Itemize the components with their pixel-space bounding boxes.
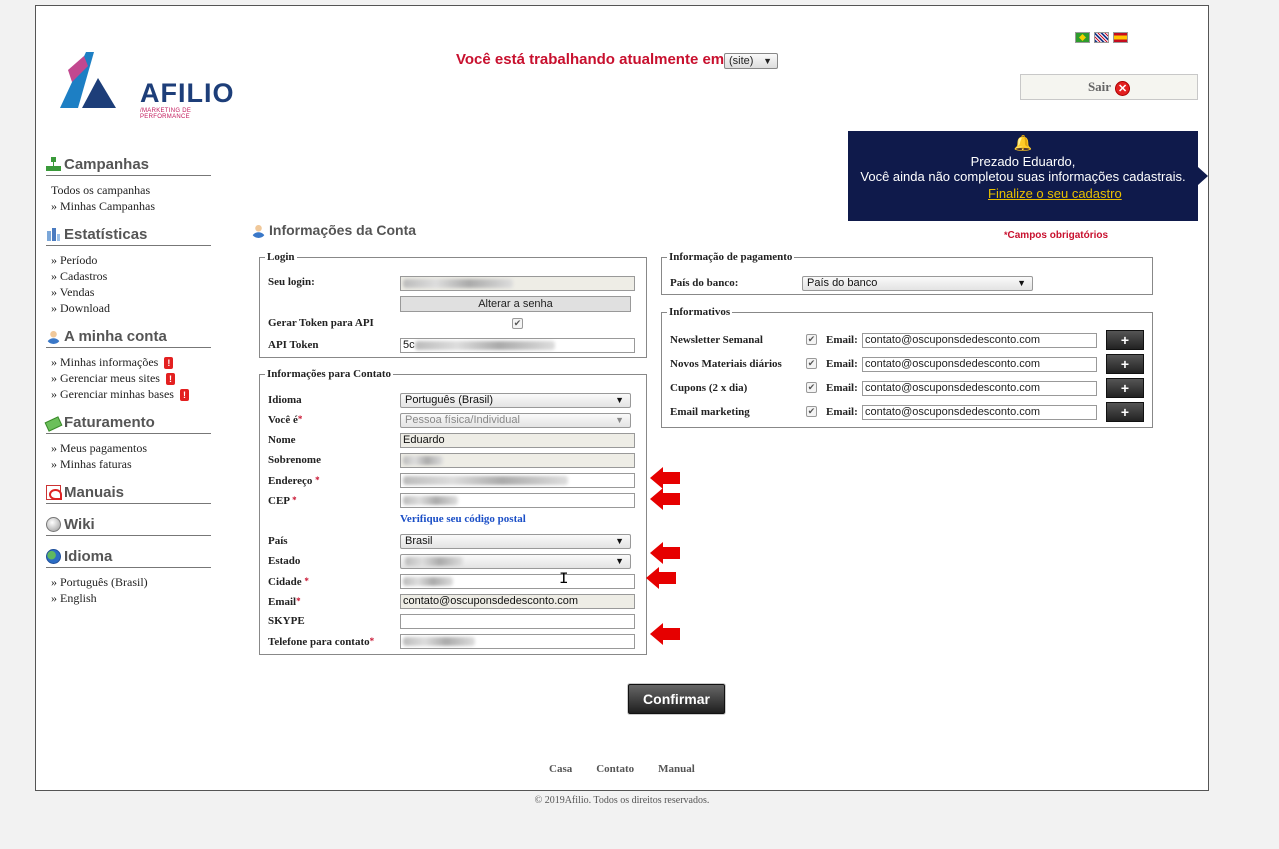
chevron-down-icon: ▼ — [763, 56, 772, 66]
newsletter-label: Newsletter Semanal — [670, 334, 763, 346]
sidebar-section-faturamento — [46, 414, 211, 472]
sidebar-item-cadastros[interactable]: » Cadastros — [51, 269, 108, 283]
sidebar-heading[interactable] — [46, 484, 211, 504]
chevron-down-icon: ▼ — [1017, 278, 1026, 288]
name-value: Eduardo — [403, 434, 445, 446]
language-select[interactable] — [400, 393, 631, 408]
brazil-flag-icon[interactable] — [1075, 32, 1090, 43]
materials-email-label: Email: — [826, 358, 858, 370]
newsletter-email-label: Email: — [826, 334, 858, 346]
redacted-value — [415, 341, 555, 350]
city-label: Cidade * — [268, 576, 309, 588]
sidebar-title: Faturamento — [64, 414, 155, 431]
phone-label: Telefone para contato* — [268, 636, 375, 648]
change-password-button[interactable]: Alterar a senha — [400, 296, 631, 312]
sidebar-item-vendas[interactable]: » Vendas — [51, 285, 95, 299]
sidebar-section-wiki — [46, 516, 211, 536]
sidebar-item-portugues[interactable]: » Português (Brasil) — [51, 575, 148, 589]
redacted-value — [403, 476, 568, 485]
payment-legend: Informação de pagamento — [669, 251, 793, 263]
person-type-value: Pessoa física/Individual — [405, 414, 520, 426]
sidebar-heading[interactable] — [46, 328, 211, 348]
contact-fieldset — [259, 368, 647, 655]
user-icon — [46, 329, 61, 344]
coupons-label: Cupons (2 x dia) — [670, 382, 748, 394]
email-marketing-label: Email marketing — [670, 406, 750, 418]
address-field[interactable] — [400, 473, 635, 488]
working-site-label: Você está trabalhando atualmente em — [456, 51, 725, 68]
bank-country-value: País do banco — [807, 277, 878, 289]
spain-flag-icon[interactable] — [1113, 32, 1128, 43]
sidebar-item-periodo[interactable]: » Período — [51, 253, 98, 267]
copyright: © 2019Afilio. Todos os direitos reservados. — [534, 795, 710, 806]
email-value: contato@oscuponsdedesconto.com — [403, 595, 579, 607]
language-label: Idioma — [268, 394, 302, 406]
materials-email-input[interactable] — [862, 357, 1097, 372]
cep-field[interactable] — [400, 493, 635, 508]
city-field[interactable] — [400, 574, 635, 589]
site-select[interactable] — [724, 53, 778, 69]
sidebar-item-label: » Gerenciar minhas bases — [51, 387, 174, 401]
sidebar-section-manuais — [46, 484, 211, 504]
logout-button[interactable] — [1020, 74, 1198, 100]
sidebar-heading[interactable] — [46, 548, 211, 568]
alert-icon: ! — [164, 357, 173, 369]
generate-token-checkbox[interactable]: ✔ — [513, 318, 522, 328]
uk-flag-icon[interactable] — [1094, 32, 1109, 43]
sidebar-item-download[interactable]: » Download — [51, 301, 110, 315]
sidebar-section-minha-conta — [46, 328, 211, 402]
check-postal-code-link[interactable]: Verifique seu código postal — [400, 513, 526, 525]
sidebar — [46, 156, 211, 618]
payment-fieldset — [661, 251, 1153, 295]
phone-field[interactable] — [400, 634, 635, 649]
sidebar-heading[interactable] — [46, 226, 211, 246]
footer-link-contato[interactable]: Contato — [596, 763, 635, 775]
email-marketing-add-button[interactable]: + — [1106, 402, 1144, 422]
sidebar-heading[interactable] — [46, 156, 211, 176]
alert-icon: ! — [166, 373, 175, 385]
logo-text: AFILIO — [140, 78, 235, 108]
api-token-value: 5c — [403, 339, 415, 351]
sidebar-item-todos-campanhas[interactable]: Todos os campanhas — [51, 183, 151, 197]
logo-subtitle: /MARKETING DE PERFORMANCE — [140, 108, 192, 120]
phone-label-text: Telefone para contato — [268, 636, 370, 648]
arrow-left-icon — [650, 467, 680, 489]
arrow-left-icon — [650, 623, 680, 645]
api-token-generate-label: Gerar Token para API — [268, 317, 374, 329]
skype-label: SKYPE — [268, 615, 305, 627]
address-label-text: Endereço — [268, 475, 313, 487]
country-label: País — [268, 535, 288, 547]
wiki-icon — [46, 517, 61, 532]
billing-icon — [45, 416, 63, 431]
materials-checkbox[interactable]: ✔ — [807, 358, 816, 368]
you-are-label: Você é* — [268, 414, 303, 426]
close-icon: ✕ — [1115, 81, 1130, 96]
sidebar-heading[interactable] — [46, 516, 211, 536]
skype-field[interactable] — [400, 614, 635, 629]
api-token-field[interactable] — [400, 338, 635, 353]
you-are-label-text: Você é — [268, 414, 298, 426]
contact-legend: Informações para Contato — [267, 368, 392, 380]
newsletters-legend: Informativos — [669, 306, 731, 318]
sidebar-item-minhas-campanhas[interactable]: » Minhas Campanhas — [51, 199, 155, 213]
address-label: Endereço * — [268, 475, 320, 487]
email-label-text: Email — [268, 596, 297, 608]
newsletter-email-value: contato@oscuponsdedesconto.com — [865, 334, 1041, 346]
bank-country-label: País do banco: — [670, 277, 739, 289]
footer-links — [549, 763, 695, 775]
login-fieldset — [259, 251, 647, 358]
arrow-left-icon — [650, 542, 680, 564]
sidebar-item-gerenciar-sites[interactable] — [51, 370, 211, 386]
api-token-label: API Token — [268, 339, 319, 351]
redacted-value — [405, 557, 463, 566]
site-select-value: (site) — [729, 55, 754, 67]
materials-label: Novos Materiais diários — [670, 358, 782, 370]
bell-icon: 🔔 — [1013, 135, 1033, 152]
arrow-left-icon — [650, 488, 680, 510]
redacted-value — [403, 496, 458, 505]
required-fields-text: Campos obrigatórios — [1007, 230, 1109, 241]
text-cursor-icon: I — [559, 570, 569, 588]
surname-field[interactable] — [400, 453, 635, 468]
coupons-add-button[interactable]: + — [1106, 378, 1144, 398]
afilio-logo[interactable] — [58, 50, 235, 120]
name-label: Nome — [268, 434, 296, 446]
alert-icon: ! — [180, 389, 189, 401]
chevron-down-icon: ▼ — [615, 536, 624, 546]
page-title — [251, 222, 416, 238]
state-label: Estado — [268, 555, 301, 567]
globe-icon — [46, 549, 61, 564]
materials-add-button[interactable]: + — [1106, 354, 1144, 374]
sidebar-title: Wiki — [64, 516, 95, 533]
newsletter-checkbox[interactable]: ✔ — [807, 334, 816, 344]
coupons-checkbox[interactable]: ✔ — [807, 382, 816, 392]
sidebar-title: A minha conta — [64, 328, 167, 345]
logo-mark-icon — [58, 50, 128, 110]
newsletter-email-input[interactable] — [862, 333, 1097, 348]
notice-message: Você ainda não completou suas informações cadastrais. — [860, 169, 1186, 184]
sidebar-item-faturas[interactable]: » Minhas faturas — [51, 457, 132, 471]
login-label: Seu login: — [268, 276, 315, 288]
sidebar-section-estatisticas — [46, 226, 211, 316]
country-select-value: Brasil — [405, 535, 433, 547]
email-field[interactable] — [400, 594, 635, 609]
notice-greeting: Prezado Eduardo, — [970, 154, 1076, 169]
state-select[interactable] — [400, 554, 631, 569]
bank-country-select[interactable] — [802, 276, 1033, 291]
redacted-value — [403, 577, 453, 586]
sidebar-title: Estatísticas — [64, 226, 148, 243]
sidebar-item-english[interactable]: » English — [51, 591, 97, 605]
chevron-down-icon: ▼ — [615, 415, 624, 425]
person-type-select[interactable] — [400, 413, 631, 428]
sidebar-title: Idioma — [64, 548, 113, 565]
sidebar-title: Campanhas — [64, 156, 150, 173]
redacted-value — [403, 456, 443, 465]
cep-label: CEP * — [268, 495, 297, 507]
sidebar-section-idioma — [46, 548, 211, 606]
campaigns-icon — [46, 157, 61, 172]
email-marketing-checkbox[interactable]: ✔ — [807, 406, 816, 416]
footer-link-manual[interactable]: Manual — [658, 763, 695, 775]
redacted-value — [403, 637, 475, 646]
newsletters-fieldset — [661, 306, 1153, 428]
email-marketing-email-value: contato@oscuponsdedesconto.com — [865, 406, 1041, 418]
redacted-value — [403, 279, 513, 288]
sidebar-heading[interactable] — [46, 414, 211, 434]
coupons-email-input[interactable] — [862, 381, 1097, 396]
sidebar-item-minhas-informacoes[interactable] — [51, 354, 211, 370]
login-legend: Login — [267, 251, 295, 263]
sidebar-item-label: » Minhas informações — [51, 355, 159, 369]
name-field[interactable] — [400, 433, 635, 448]
footer-link-casa[interactable]: Casa — [549, 763, 573, 775]
login-field[interactable] — [400, 276, 635, 291]
materials-email-value: contato@oscuponsdedesconto.com — [865, 358, 1041, 370]
required-fields-note: *Campos obrigatórios — [1004, 230, 1109, 241]
arrow-left-icon — [646, 567, 676, 589]
chevron-down-icon: ▼ — [615, 395, 624, 405]
language-flags — [1075, 32, 1128, 43]
confirm-button[interactable]: Confirmar — [628, 684, 725, 714]
pdf-icon — [46, 485, 61, 500]
city-label-text: Cidade — [268, 576, 302, 588]
page-title-text: Informações da Conta — [269, 222, 417, 238]
sidebar-item-gerenciar-bases[interactable] — [51, 386, 211, 402]
language-select-value: Português (Brasil) — [405, 394, 494, 406]
statistics-icon — [46, 227, 61, 242]
finish-registration-link[interactable]: Finalize o seu cadastro — [988, 186, 1122, 201]
user-icon — [251, 223, 266, 238]
cep-label-text: CEP — [268, 495, 290, 507]
chevron-down-icon: ▼ — [615, 556, 624, 566]
logout-label: Sair — [1087, 79, 1112, 94]
email-label: Email* — [268, 596, 301, 608]
sidebar-section-campanhas — [46, 156, 211, 214]
surname-label: Sobrenome — [268, 454, 321, 466]
email-marketing-email-input[interactable] — [862, 405, 1097, 420]
profile-incomplete-notice — [848, 131, 1198, 221]
sidebar-item-label: » Gerenciar meus sites — [51, 371, 160, 385]
email-marketing-email-label: Email: — [826, 406, 858, 418]
newsletter-add-button[interactable]: + — [1106, 330, 1144, 350]
sidebar-title: Manuais — [64, 484, 125, 501]
country-select[interactable] — [400, 534, 631, 549]
coupons-email-value: contato@oscuponsdedesconto.com — [865, 382, 1041, 394]
coupons-email-label: Email: — [826, 382, 858, 394]
sidebar-item-pagamentos[interactable]: » Meus pagamentos — [51, 441, 147, 455]
page-frame — [35, 5, 1209, 791]
